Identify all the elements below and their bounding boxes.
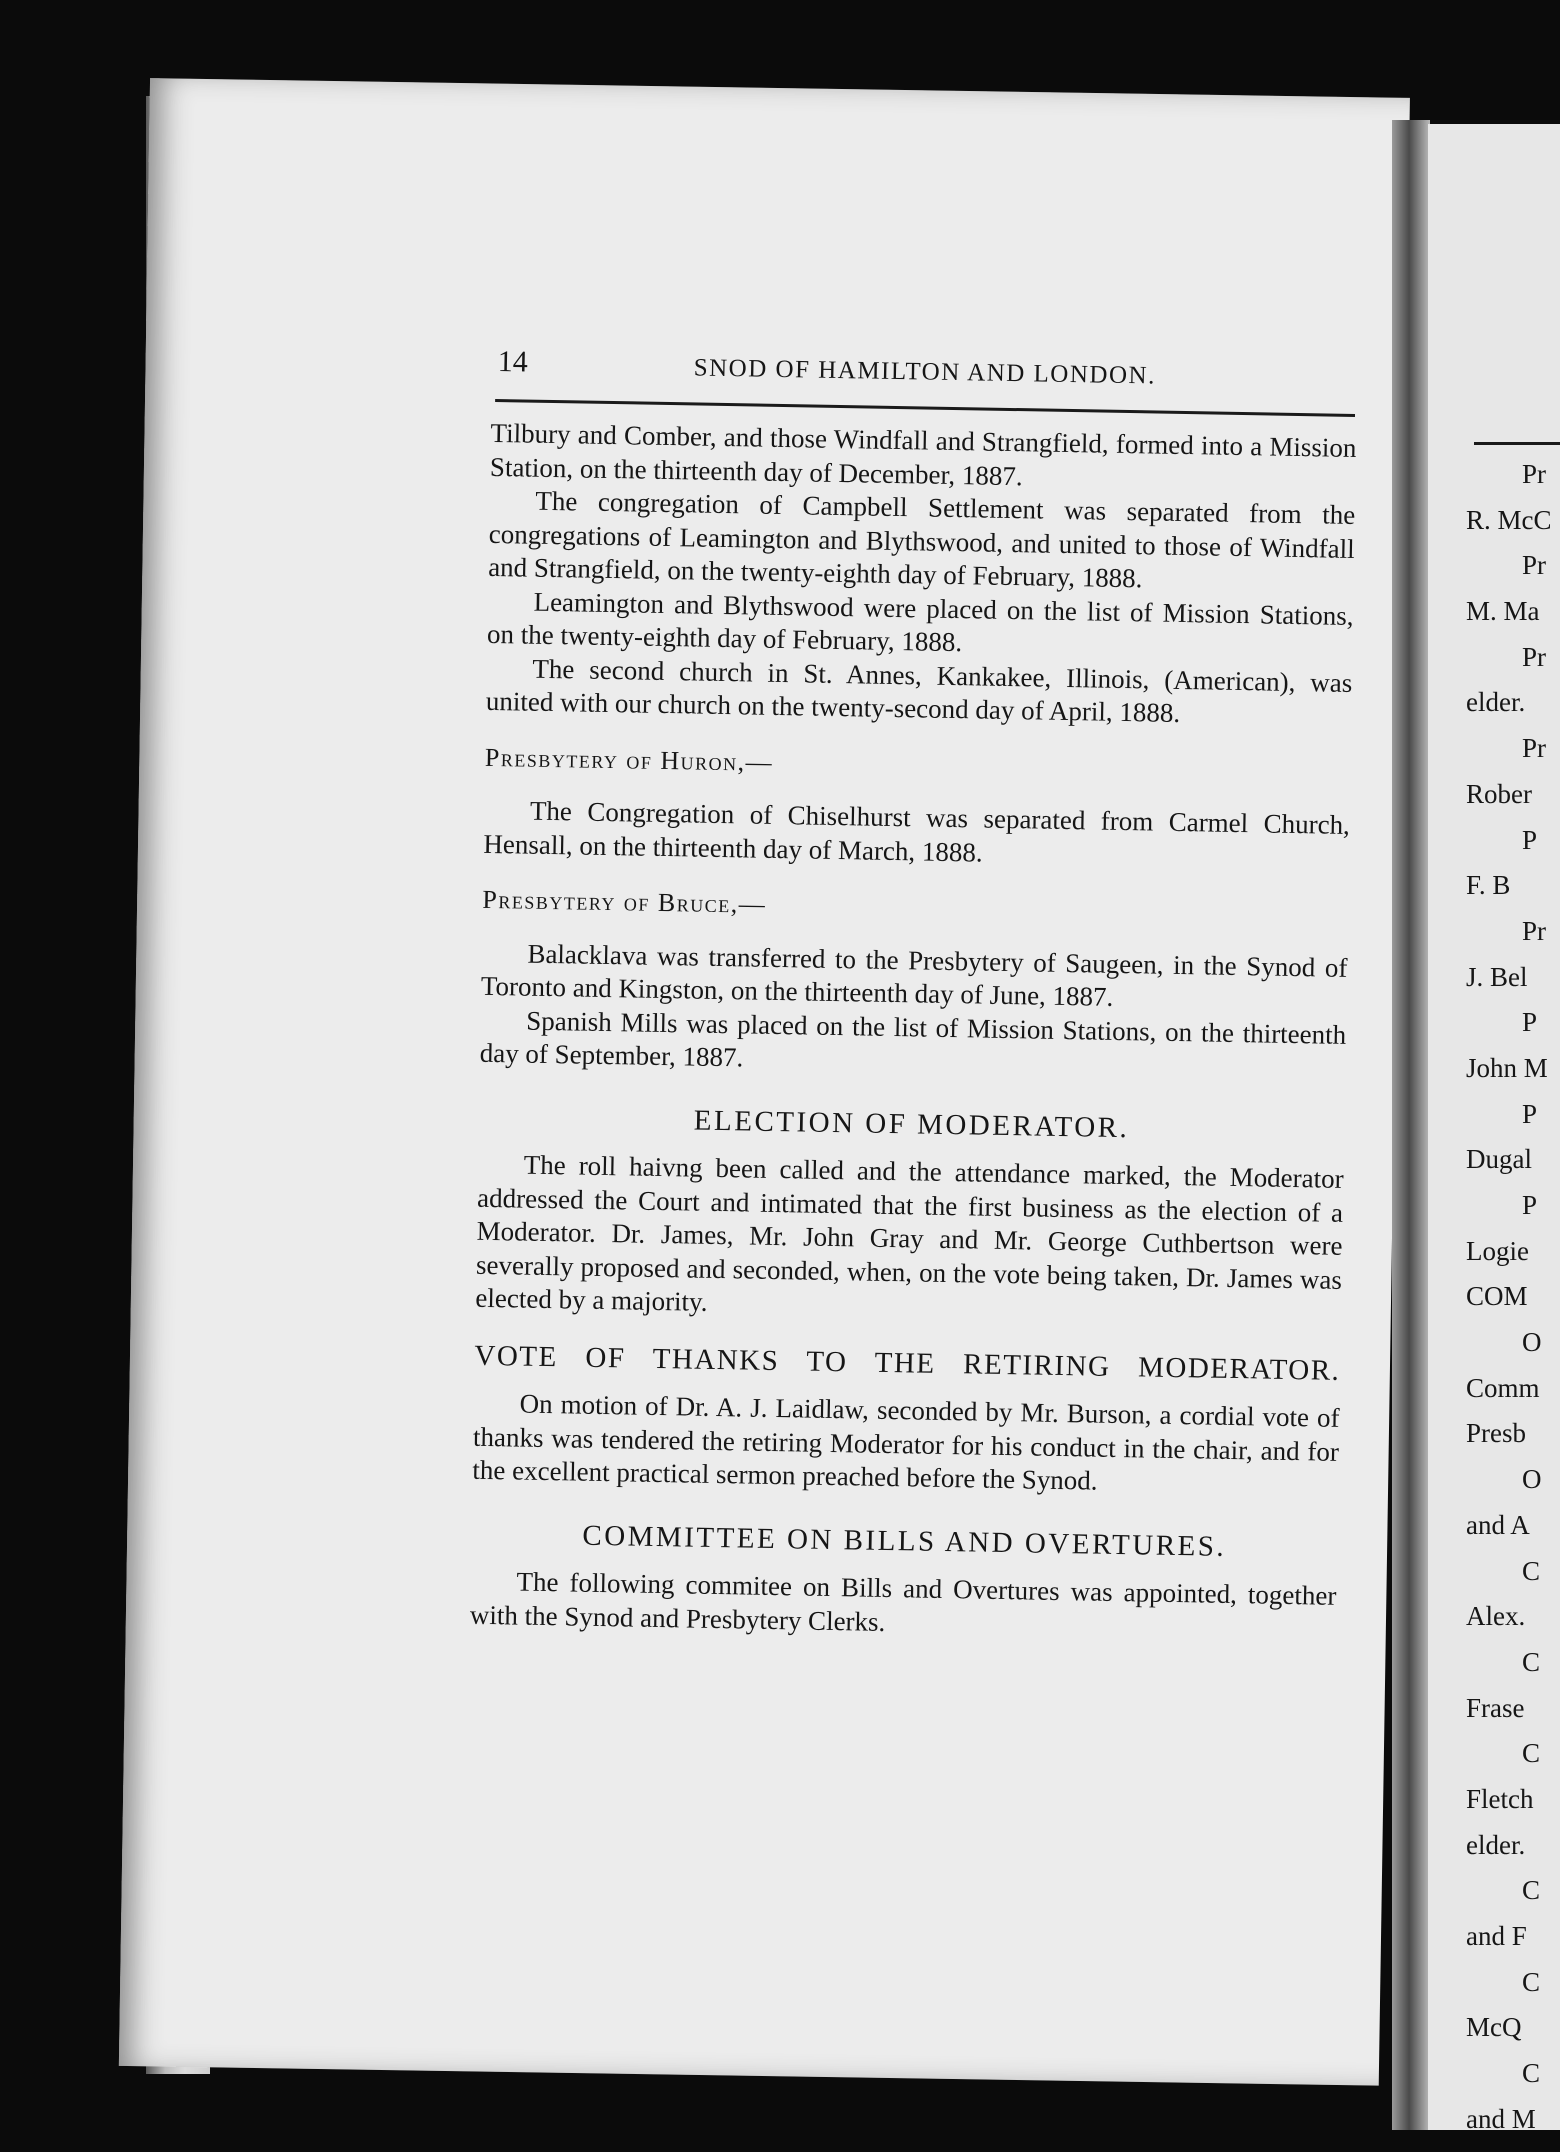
paragraph: Balacklava was transferred to the Presbytery of Saugeen, in the Synod of Toronto and Kingston, on the thirteenth day of June, 1887.	[480, 938, 1348, 1012]
facing-page-line: Pr	[1522, 733, 1547, 764]
facing-page-line: C	[1522, 1875, 1541, 1906]
book-gutter	[1392, 120, 1430, 2130]
facing-page-line: C	[1522, 1966, 1541, 1997]
facing-header-rule	[1474, 442, 1560, 445]
facing-page-line: P	[1522, 1190, 1538, 1220]
facing-page-line: McQ	[1466, 2012, 1522, 2043]
paragraph: The congregation of Campbell Settlement was separated from the congregations of Leamington and Blythswood, and united to those of Windfall and Strangfield, on the twenty-eighth day of February, 1888.	[487, 485, 1356, 594]
facing-page-line: and A	[1466, 1509, 1530, 1540]
facing-page-line: and F	[1466, 1921, 1527, 1951]
running-title: SNOD OF HAMILTON AND LONDON.	[693, 354, 1157, 390]
vote-of-thanks-text: On motion of Dr. A. J. Laidlaw, seconded by Mr. Burson, a cordial vote of thanks was tendered the retiring Moderator for his conduct in the chair, and for the excellent practical sermon preached before the Synod.	[472, 1388, 1340, 1496]
facing-page-line: COM	[1466, 1281, 1528, 1312]
facing-page-line: C	[1522, 1646, 1541, 1677]
vote-of-thanks-title: VOTE OF THANKS TO THE RETIRING MODERATOR.	[474, 1339, 1341, 1387]
facing-page-line: Rober	[1466, 778, 1532, 809]
committee-title: COMMITTEE ON BILLS AND OVERTURES.	[582, 1519, 1227, 1563]
facing-page-line: P	[1522, 824, 1538, 855]
paragraph: Tilbury and Comber, and those Windfall and Strangfield, formed into a Mission Station, on the thirteenth day of December, 1887.	[489, 417, 1357, 491]
facing-page-line: M. Ma	[1466, 596, 1540, 627]
facing-page-line: Pr	[1522, 550, 1547, 581]
facing-page-line: C	[1522, 2058, 1541, 2089]
facing-page-line: Pr	[1522, 641, 1547, 672]
committee-text: The following commitee on Bills and Overtures was appointed, together with the Synod and Presbytery Clerks.	[469, 1566, 1337, 1637]
facing-page-text	[1466, 452, 1560, 2142]
election-text: The roll haivng been called and the attendance marked, the Moderator addressed the Court and intimated that the first business as the election of a Moderator. Dr. James, Mr. John Gray and Mr. George Cuthbertson were severally proposed and seconded, when, on the vote being taken, Dr. James was elected by a majority.	[475, 1149, 1344, 1317]
facing-page-line: Logie	[1466, 1235, 1529, 1266]
facing-page-line: Pr	[1522, 459, 1547, 489]
facing-page-line: Pr	[1522, 915, 1547, 946]
facing-page-line: Alex.	[1466, 1601, 1526, 1632]
facing-page-line: R. McC	[1466, 504, 1552, 535]
paragraph: Leamington and Blythswood were placed on the list of Mission Stations, on the twenty-eighth day of February, 1888.	[486, 586, 1354, 658]
facing-page-line: and M	[1466, 2103, 1536, 2134]
facing-page-line: Comm	[1466, 1372, 1540, 1403]
facing-page-line: John M	[1466, 1052, 1548, 1083]
facing-page-line: Dugal	[1466, 1144, 1532, 1175]
paragraph: Spanish Mills was placed on the list of Mission Stations, on the thirteenth day of September, 1887.	[479, 1005, 1347, 1073]
presbytery-bruce-heading: Presbytery of Bruce,—	[482, 884, 767, 919]
facing-page-line: Fletch	[1466, 1783, 1534, 1814]
election-title: ELECTION OF MODERATOR.	[693, 1104, 1130, 1144]
facing-page-line: F. B	[1466, 870, 1511, 901]
facing-page-line: C	[1522, 1555, 1541, 1586]
facing-page-line: elder.	[1466, 687, 1526, 718]
facing-page-line: C	[1522, 1738, 1541, 1769]
paragraph: The Congregation of Chiselhurst was separated from Carmel Church, Hensall, on the thirteenth day of March, 1888.	[483, 795, 1351, 868]
page-body	[470, 417, 1357, 1647]
facing-page-line: J. Bel	[1466, 961, 1528, 992]
facing-page-line: Frase	[1466, 1692, 1525, 1723]
facing-page-line: P	[1522, 1007, 1538, 1038]
page-number: 14	[497, 345, 529, 379]
facing-page-line: Presb	[1466, 1418, 1526, 1449]
paragraph: The second church in St. Annes, Kankakee, Illinois, (American), was united with our church on the twenty-second day of April, 1888.	[485, 653, 1353, 728]
facing-page-line: elder.	[1466, 1829, 1526, 1860]
facing-page-line: O	[1522, 1327, 1542, 1358]
facing-page-line: O	[1522, 1464, 1542, 1495]
presbytery-huron-heading: Presbytery of Huron,—	[484, 742, 774, 777]
facing-page-line: P	[1522, 1098, 1538, 1129]
